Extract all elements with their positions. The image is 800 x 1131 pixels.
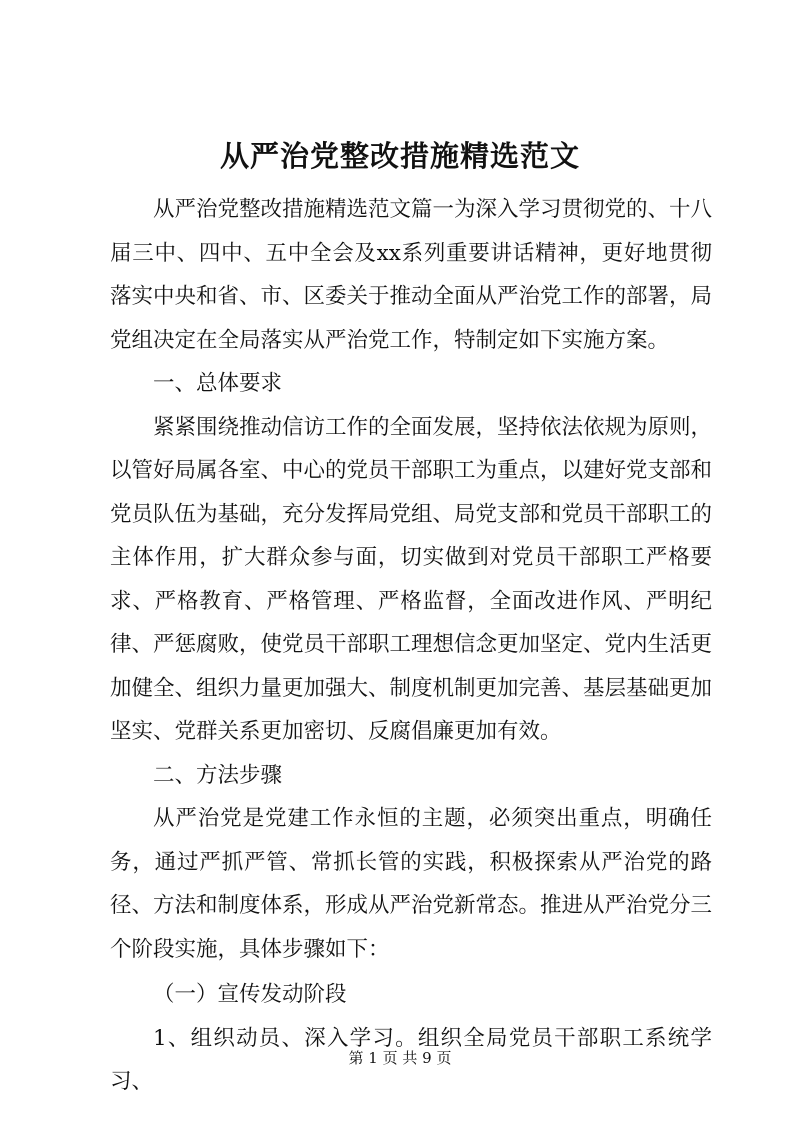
page-number-footer: 第 1 页 共 9 页 (348, 1049, 452, 1067)
section-heading-method-steps: 二、方法步骤 (153, 762, 283, 788)
paragraph-general-requirements: 紧紧围绕推动信访工作的全面发展，坚持依法依规为原则，以管好局属各室、中心的党员干部职工为重点，以建好党支部和党员队伍为基础，充分发挥局党组、局党支部和党员干部职工的主体作用，扩大群众参与面，切实做到对党员干部职工严格要求、严格教育、严格管理、严格监督，全面改进作风、严明纪律、严惩腐败，使党员干部职工理想信念更加坚定、党内生活更加健全、组织力量更加强大、制度机制更加完善、基层基础更加坚实、党群关系更加密切、反腐倡廉更加有效。 (110, 414, 713, 744)
paragraph-step-one: 1、组织动员、深入学习。组织全局党员干部职工系统学习、 (110, 1025, 712, 1094)
paragraph-method-steps: 从严治党是党建工作永恒的主题，必须突出重点，明确任务，通过严抓严管、常抓长管的实践，积极探索从严治党的路径、方法和制度体系，形成从严治党新常态。推进从严治党分三个阶段实施，具体步骤如下： (110, 806, 713, 962)
document-body (110, 188, 712, 1104)
document-title: 从严治党整改措施精选范文 (219, 139, 580, 173)
paragraph-intro: 从严治党整改措施精选范文篇一为深入学习贯彻党的、十八届三中、四中、五中全会及xx系列重要讲话精神，更好地贯彻落实中央和省、市、区委关于推动全面从严治党工作的部署，局党组决定在全局落实从严治党工作，特制定如下实施方案。 (110, 197, 713, 353)
section-heading-general-requirements: 一、总体要求 (153, 371, 283, 396)
subsection-heading-publicity-stage: （一）宣传发动阶段 (153, 982, 347, 1007)
